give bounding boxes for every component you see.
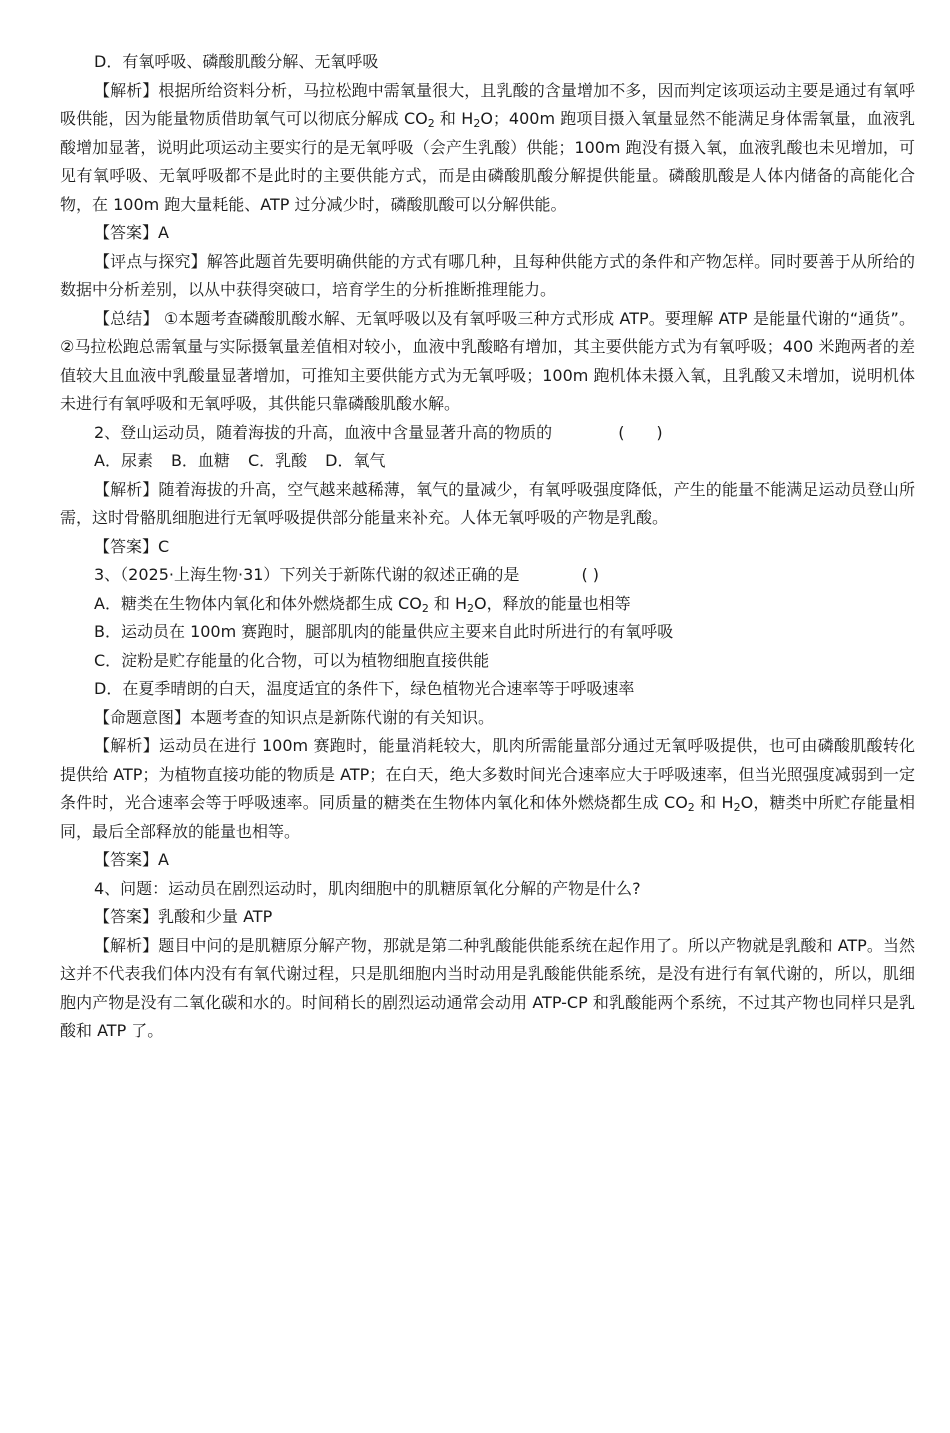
q1-analysis: 【解析】根据所给资料分析，马拉松跑中需氧量很大，且乳酸的含量增加不多，因而判定该项运动主要是通过有氧呼吸供能，因为能量物质借助氧气可以彻底分解成 $CO_2$ 和 $H_2O$；400m 跑项目摄入氧量显然不能满足身体需氧量，血液乳酸增加显著，说明此项运动主要实行的是无氧呼吸（会产生乳酸）供能；100m 跑没有摄入氧，血液乳酸也未见增加，可见有氧呼吸、无氧呼吸都不是此时的主要供能方式，而是由磷酸肌酸分解提供能量。磷酸肌酸是人体内储备的高能化合物，在 100m 跑大量耗能、ATP 过分减少时，磷酸肌酸可以分解供能。: [60, 80, 915, 214]
q3-intent: 【命题意图】本题考查的知识点是新陈代谢的有关知识。: [94, 707, 495, 727]
q3-answer: 【答案】A: [94, 850, 169, 869]
q2-option-c: C．乳酸: [247, 451, 308, 470]
q3-answer-bracket: ( ): [581, 565, 600, 584]
q2-answer: 【答案】C: [94, 536, 170, 556]
q1-evaluation: 【评点与探究】解答此题首先要明确供能的方式有哪几种，且每种供能方式的条件和产物怎样。同时要善于从所给的数据中分析差别，以从中获得突破口，培育学生的分析推断推理能力。: [60, 251, 915, 299]
q1-option-d: D．有氧呼吸、磷酸肌酸分解、无氧呼吸: [94, 52, 379, 71]
q4-question: 4、问题：运动员在剧烈运动时，肌肉细胞中的肌糖原氧化分解的产物是什么?: [94, 878, 641, 898]
q3-option-b: B．运动员在 100m 赛跑时，腿部肌肉的能量供应主要来自此时所进行的有氧呼吸: [94, 622, 674, 641]
q2-answer-bracket: ( ): [618, 422, 663, 442]
q4-analysis: 【解析】题目中问的是肌糖原分解产物，那就是第二种乳酸能供能系统在起作用了。所以产物就是乳酸和 ATP。当然这并不代表我们体内没有有氧代谢过程，只是肌细胞内当时动用是乳酸能供能系统，是没有进行有氧代谢的，所以，肌细胞内产物是没有二氧化碳和水的。时间稍长的剧烈运动通常会动用 ATP-CP 和乳酸能两个系统，不过其产物也同样只是乳酸和 ATP 了。: [60, 935, 915, 1040]
q3-option-c: C．淀粉是贮存能量的化合物，可以为植物细胞直接供能: [94, 650, 490, 670]
q2-options: [60, 447, 915, 476]
q3-option-a: A．糖类在生物体内氧化和体外燃烧都生成 $CO_2$ 和 $H_2O$，释放的能量也相等: [94, 593, 631, 615]
q4-answer: 【答案】乳酸和少量 ATP: [94, 907, 273, 926]
q2-option-d: D．氧气: [325, 451, 386, 470]
q2-analysis: 【解析】随着海拔的升高，空气越来越稀薄，氧气的量减少，有氧呼吸强度降低，产生的能量不能满足运动员登山所需，这时骨骼肌细胞进行无氧呼吸提供部分能量来补充。人体无氧呼吸的产物是乳酸。: [60, 479, 915, 527]
q1-summary: 【总结】 ①本题考查磷酸肌酸水解、无氧呼吸以及有氧呼吸三种方式形成 ATP。要理解 ATP 是能量代谢的“通货”。②马拉松跑总需氧量与实际摄氧量差值相对较小，血液中乳酸略有增加，其主要供能方式为有氧呼吸；400 米跑两者的差值较大且血液中乳酸量显著增加，可推知主要供能方式为无氧呼吸；100m 跑机体未摄入氧，且乳酸又未增加，说明机体未进行有氧呼吸和无氧呼吸，其供能只靠磷酸肌酸水解。: [60, 308, 915, 413]
q2-option-a: A．尿素: [94, 451, 153, 470]
q2-option-b: B．血糖: [170, 451, 230, 470]
q3-question: 3、（2025·上海生物·31）下列关于新陈代谢的叙述正确的是 ( ): [94, 565, 600, 584]
q3-analysis: 【解析】运动员在进行 100m 赛跑时，能量消耗较大，肌肉所需能量部分通过无氧呼吸提供，也可由磷酸肌酸转化提供给 ATP；为植物直接功能的物质是 ATP；在白天，绝大多数时间光合速率应大于呼吸速率，但当光照强度减弱到一定条件时，光合速率会等于呼吸速率。同质量的糖类在生物体内氧化和体外燃烧都生成 $CO_2$ 和 $H_2O$，糖类中所贮存能量相同，最后全部释放的能量也相等。: [60, 736, 915, 841]
document-page: [60, 48, 915, 1046]
q2-question: 2、登山运动员，随着海拔的升高，血液中含量显著升高的物质的 ( ): [94, 422, 663, 442]
q1-answer: 【答案】A: [94, 223, 169, 242]
q1-analysis-label: 【解析】: [94, 80, 159, 100]
q3-option-d: D．在夏季晴朗的白天，温度适宜的条件下，绿色植物光合速率等于呼吸速率: [94, 679, 635, 698]
